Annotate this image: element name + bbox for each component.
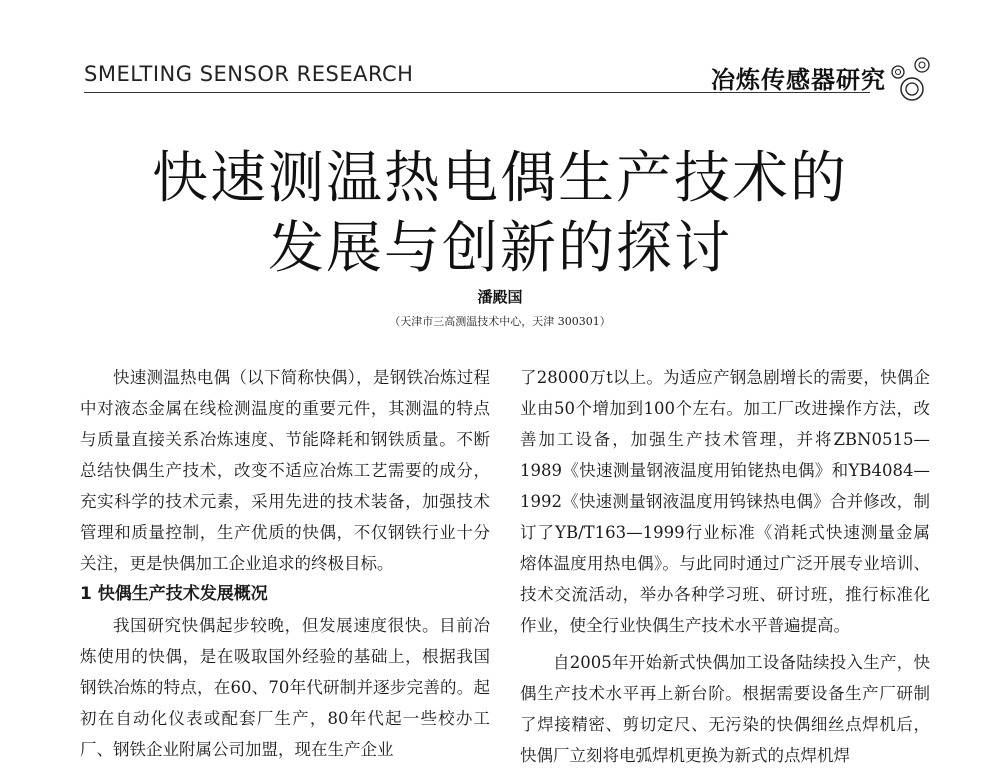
body-column-left: [80, 362, 490, 765]
article-title-line-1: 快速测温热电偶生产技术的: [152, 146, 848, 211]
running-header-english: SMELTING SENSOR RESEARCH: [84, 62, 414, 86]
body-column-right: [520, 362, 930, 771]
concentric-circles-icon: [876, 52, 942, 102]
author-affiliation: （天津市三高测温技术中心，天津 300301）: [389, 315, 611, 328]
paragraph-2005: 自2005年开始新式快偶加工设备陆续投入生产，快偶生产技术水平再上新台阶。根据需要设备生产厂研制了焊接精密、剪切定尺、无污染的快偶细丝点焊机后，快偶厂立刻将电弧焊机更换为新式的点焊机焊: [520, 653, 930, 765]
article-title-line-2: 发展与创新的探讨: [268, 216, 732, 281]
running-header-chinese: 冶炼传感器研究: [711, 66, 886, 94]
author-name: 潘殿国: [477, 288, 523, 306]
section-1-paragraph: 我国研究快偶起步较晚，但发展速度很快。目前冶炼使用的快偶，是在吸取国外经验的基础上，根据我国钢铁冶炼的特点，在60、70年代研制并逐步完善的。起初在自动化仪表或配套厂生产，80年代起一些校办工厂、钢铁企业附属公司加盟，现在生产企业: [80, 616, 490, 759]
section-heading-1: 1 快偶生产技术发展概况: [80, 584, 268, 604]
continued-paragraph: 了28000万t以上。为适应产钢急剧增长的需要，快偶企业由50个增加到100个左右。加工厂改进操作方法，改善加工设备，加强生产技术管理，并将ZBN0515—1989《快速测量钢液温度用铂铑热电偶》和YB4084—1992《快速测量钢液温度用钨铼热电偶》合并修改，制订了YB/T163—1999行业标准《消耗式快速测量金属熔体温度用热电偶》。与此同时通过广泛开展专业培训、技术交流活动，举办各种学习班、研讨班，推行标准化作业，使全行业快偶生产技术水平普遍提高。: [520, 368, 930, 635]
intro-paragraph: 快速测温热电偶（以下简称快偶），是钢铁冶炼过程中对液态金属在线检测温度的重要元件，其测温的特点与质量直接关系冶炼速度、节能降耗和钢铁质量。不断总结快偶生产技术，改变不适应冶炼工艺需要的成分，充实科学的技术元素，采用先进的技术装备，加强技术管理和质量控制，生产优质的快偶，不仅钢铁行业十分关注，更是快偶加工企业追求的终极目标。: [80, 368, 490, 573]
